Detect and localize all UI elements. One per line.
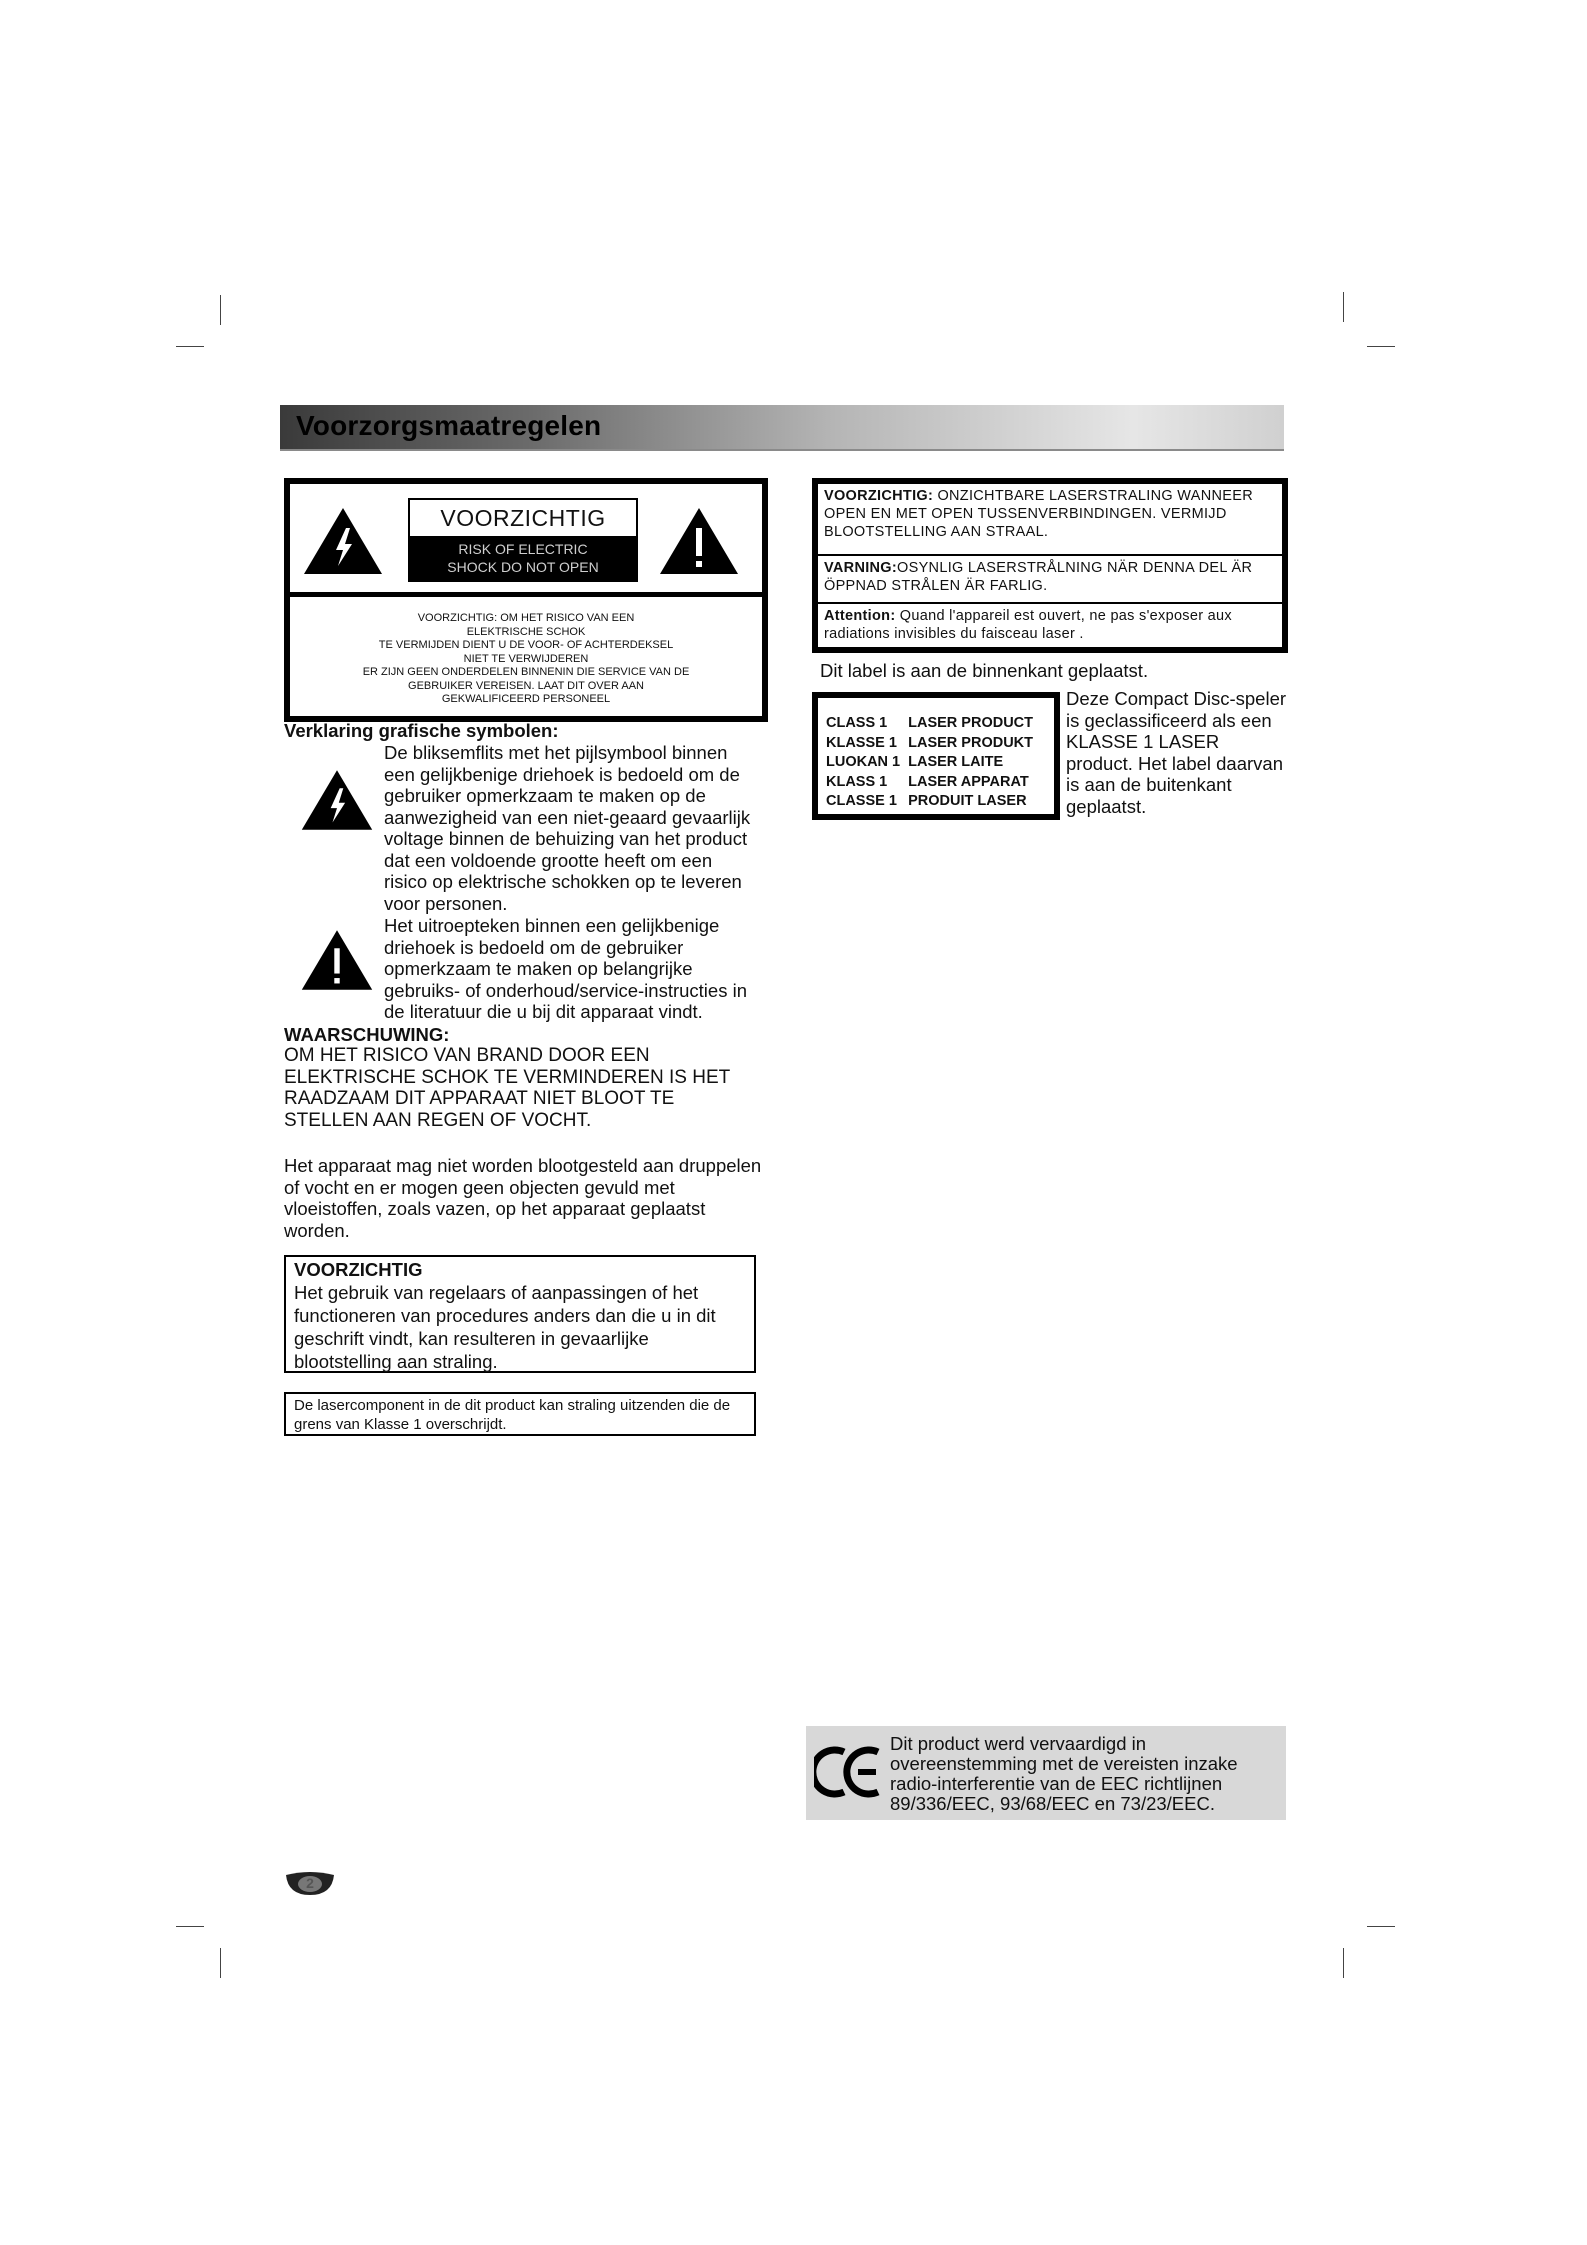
laser-warning-nl — [818, 484, 1282, 554]
laser-warning-nl-heading: VOORZICHTIG: — [824, 488, 934, 504]
exclamation-warning-icon — [300, 928, 374, 992]
symbols-heading: Verklaring grafische symbolen: — [284, 720, 559, 741]
lightning-symbol-description: De bliksemflits met het pijlsymbool binnen een gelijkbenige driehoek is bedoeld om de gebruiker opmerkzaam te maken op de aanwezigheid van een niet-geaard gevaarlijk voltage binnen de behuizing van het product dat een voldoende grootte heeft om een risico op elektrische schokken op te leveren voor personen. — [384, 742, 751, 914]
caution-subtitle-line: SHOCK DO NOT OPEN — [447, 559, 599, 575]
caution-text-line: NIET TE VERWIJDEREN — [463, 652, 589, 665]
laser-warning-sv-heading: VARNING: — [824, 560, 898, 576]
exclamation-warning-icon — [658, 506, 740, 576]
caution-text-line: GEKWALIFICEERD PERSONEEL — [441, 693, 611, 705]
class-cell: KLASS 1 — [826, 773, 888, 790]
caution-subtitle-line: RISK OF ELECTRIC — [458, 541, 588, 557]
caution-box-body: Het gebruik van regelaars of aanpassingen of het functioneren van procedures anders dan die u in dit geschrift vindt, kan resulteren in gevaarlijke blootstelling aan straling. — [294, 1282, 716, 1372]
laser-warning-fr — [818, 602, 1282, 647]
laser-warning-fr-heading: Attention: — [824, 608, 896, 624]
table-row — [826, 714, 1041, 734]
class-cell: CLASSE 1 — [826, 793, 897, 809]
crop-mark — [1367, 346, 1395, 347]
caution-text-line: TE VERMIJDEN DIENT U DE VOOR- OF ACHTERDEKSEL — [378, 639, 674, 651]
class1-table — [826, 714, 1041, 812]
crop-mark — [176, 1926, 204, 1927]
class-cell: CLASS 1 — [826, 715, 888, 731]
laser-warning-fr-text: Quand l'appareil est ouvert, ne pas s'exposer aux radiations invisibles du faisceau laser . — [824, 608, 1232, 642]
caution-text-line: GEBRUIKER VEREISEN. LAAT DIT OVER AAN — [408, 679, 644, 692]
laser-warning-nl-text: ONZICHTBARE LASERSTRALING WANNEER OPEN EN MET OPEN TUSSENVERBINDINGEN. VERMIJD BLOOTSTELLING AAN STRAAL. — [824, 488, 1253, 540]
class-cell: KLASSE 1 — [826, 734, 897, 751]
warning-body: OM HET RISICO VAN BRAND DOOR EEN ELEKTRISCHE SCHOK TE VERMINDEREN IS HET RAADZAAM DIT APPARAAT NIET BLOOT TE STELLEN AAN REGEN OF VOCHT. — [284, 1045, 730, 1131]
product-cell: LASER PRODUCT — [908, 715, 1033, 731]
ce-mark-icon — [814, 1744, 884, 1800]
laser-warning-label — [812, 478, 1288, 653]
lightning-warning-icon — [300, 768, 374, 832]
crop-mark — [220, 1948, 221, 1978]
class-cell: LUOKAN 1 — [826, 754, 901, 770]
table-row — [826, 792, 1041, 812]
warning-heading: WAARSCHUWING: — [284, 1024, 450, 1045]
caution-label-subtitle — [410, 536, 636, 580]
label-location-note: Dit label is aan de binnenkant geplaatst. — [820, 660, 1149, 681]
table-row — [826, 773, 1041, 793]
laser-component-note: De lasercomponent in de dit product kan straling uitzenden die de grens van Klasse 1 overschrijdt. — [284, 1392, 756, 1436]
product-cell: LASER PRODUKT — [908, 734, 1033, 751]
lightning-warning-icon — [302, 506, 384, 576]
caution-text-line: VOORZICHTIG: OM HET RISICO VAN EEN — [417, 612, 635, 624]
caution-label-top — [290, 484, 762, 597]
product-cell: PRODUIT LASER — [908, 793, 1027, 809]
caution-label-title: VOORZICHTIG — [440, 505, 606, 531]
moisture-note: Het apparaat mag niet worden blootgesteld aan druppelen of vocht en er mogen geen objecten gevuld met vloeistoffen, zoals vazen, op het apparaat geplaatst worden. — [284, 1155, 762, 1241]
laser-warning-sv-text: OSYNLIG LASERSTRÅLNING NÄR DENNA DEL ÄR ÖPPNAD STRÅLEN ÄR FARLIG. — [824, 560, 1253, 594]
page-number-badge — [284, 1871, 336, 1897]
crop-mark — [220, 295, 221, 325]
table-row — [826, 734, 1041, 754]
caution-box-title: VOORZICHTIG — [294, 1259, 423, 1280]
laser-warning-sv — [818, 554, 1282, 602]
ce-notice-text: Dit product werd vervaardigd in overeenstemming met de vereisten inzake radio-interferentie van de EEC richtlijnen 89/336/EEC, 93/68/EEC en 73/23/EEC. — [890, 1733, 1238, 1814]
class1-description: Deze Compact Disc-speler is geclassificeerd als een KLASSE 1 LASER product. Het label daarvan is aan de buitenkant geplaatst. — [1066, 688, 1287, 817]
table-row — [826, 753, 1041, 773]
section-header-bar — [280, 405, 1284, 451]
crop-mark — [1343, 292, 1344, 322]
caution-text-line: ER ZIJN GEEN ONDERDELEN BINNENIN DIE SERVICE VAN DE — [362, 666, 690, 678]
caution-box — [284, 1255, 756, 1373]
product-cell: LASER LAITE — [908, 754, 1004, 770]
class1-laser-label — [812, 692, 1060, 820]
exclamation-symbol-description: Het uitroepteken binnen een gelijkbenige driehoek is bedoeld om de gebruiker opmerkzaam te maken op belangrijke gebruiks- of onderhoud/service-instructies in de literatuur die u bij dit apparaat vindt. — [384, 915, 747, 1022]
page-title: Voorzorgsmaatregelen — [296, 410, 602, 441]
crop-mark — [176, 346, 204, 347]
caution-label-center — [408, 498, 638, 582]
crop-mark — [1343, 1948, 1344, 1978]
caution-text-line: ELEKTRISCHE SCHOK — [466, 625, 586, 638]
ce-notice — [806, 1726, 1286, 1820]
page-number: 2 — [306, 1875, 314, 1891]
caution-label-text — [300, 612, 752, 707]
caution-label — [284, 478, 768, 722]
product-cell: LASER APPARAT — [908, 773, 1029, 790]
crop-mark — [1367, 1926, 1395, 1927]
